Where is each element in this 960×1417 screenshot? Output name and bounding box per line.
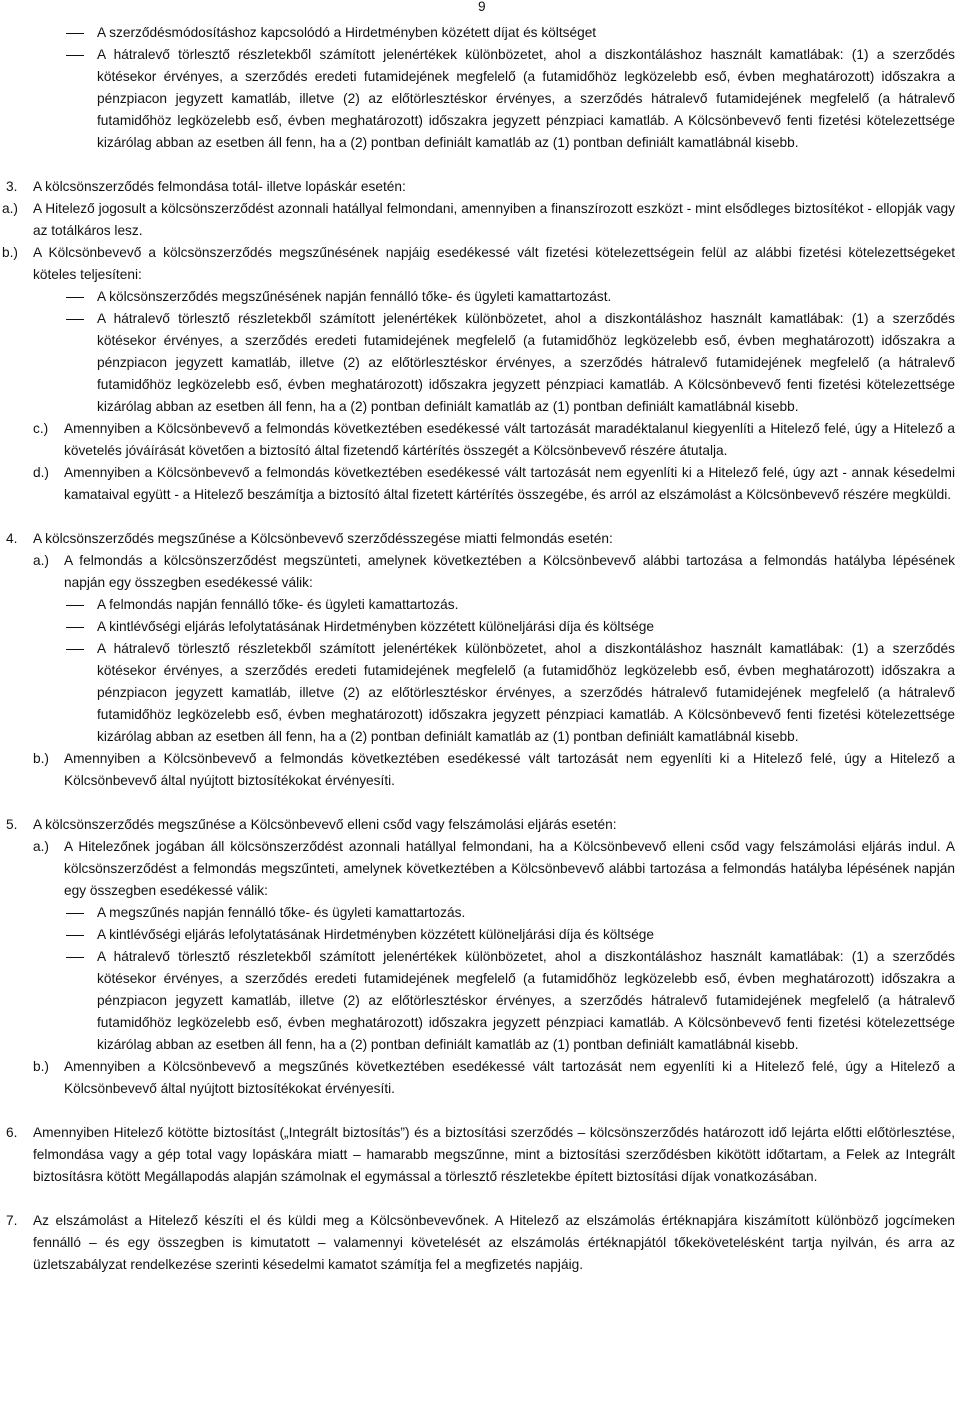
list-item-text: A felmondás napján fennálló tőke- és ügyleti kamattartozás. bbox=[97, 597, 459, 612]
subsection-text: A Kölcsönbevevő a kölcsönszerződés megszűnésének napjáig esedékessé vált fizetési kötelezettségein felül az alábbi fizetési kötelezettségeket köteles teljesíteni: bbox=[33, 245, 955, 282]
list-item-text: A megszűnés napján fennálló tőke- és ügyleti kamattartozás. bbox=[97, 905, 466, 920]
list-item bbox=[33, 616, 955, 638]
list-item-text: A kölcsönszerződés megszűnésének napján fennálló tőke- és ügyleti kamattartozást. bbox=[97, 289, 612, 304]
dash-bullet-icon bbox=[66, 605, 84, 606]
subsection-text: Amennyiben a Kölcsönbevevő a megszűnés következtében esedékessé vált tartozását nem egyenlíti ki a Hitelező felé, úgy a Hitelező a Kölcsönbevevő által nyújtott biztosítékokat érvényesíti. bbox=[64, 1059, 955, 1096]
subsection-letter: c.) bbox=[33, 421, 49, 436]
subsection-text: Amennyiben a Kölcsönbevevő a felmondás következtében esedékessé vált tartozását nem egyenlíti ki a Hitelező felé, úgy a Hitelező a Kölcsönbevevő által nyújtott biztosítékokat érvényesíti. bbox=[64, 751, 955, 788]
section-title: A kölcsönszerződés megszűnése a Kölcsönbevevő elleni csőd vagy felszámolási eljárás esetén: bbox=[33, 817, 617, 832]
section-number: 3. bbox=[6, 179, 18, 194]
dash-bullet-icon bbox=[66, 935, 84, 936]
list-item bbox=[33, 308, 955, 418]
section-title: A kölcsönszerződés felmondása totál- illetve lopáskár esetén: bbox=[33, 179, 406, 194]
list-item-text: A hátralevő törlesztő részletekből számított jelenértékek különbözetet, ahol a diszkontáláshoz használt kamatlábak: (1) a szerződés kötésekor érvényes, a szerződés eredeti futamidejének megfelelő (a futamidőhöz legközelebb eső, évben meghatározott) időszakra a pénzpiacon jegyzett kamatláb, illetve (2) az előtörlesztéskor érvényes, a szerződés hátralevő futamidejének megfelelő (a hátralevő futamidőhöz legközelebb eső, évben meghatározott) időszakra jegyzett pénzpiaci kamatláb. A Kölcsönbevevő fenti fizetési kötelezettsége kizárólag abban az esetben áll fenn, ha a (2) pontban definiált kamatláb az (1) pontban definiált kamatlábnál kisebb. bbox=[97, 47, 955, 150]
section-6 bbox=[0, 1122, 955, 1188]
subsection-c bbox=[33, 418, 955, 462]
dash-bullet-icon bbox=[66, 627, 84, 628]
subsection-letter: b.) bbox=[2, 245, 18, 260]
section-number: 6. bbox=[6, 1125, 18, 1140]
list-item-text: A kintlévőségi eljárás lefolytatásának Hirdetményben közzétett különeljárási díja és költsége bbox=[97, 619, 654, 634]
list-item bbox=[33, 594, 955, 616]
section-title: A kölcsönszerződés megszűnése a Kölcsönbevevő szerződésszegése miatti felmondás esetén: bbox=[33, 531, 613, 546]
section-number: 4. bbox=[6, 531, 18, 546]
section-text: Amennyiben Hitelező kötötte biztosítást („Integrált biztosítás”) és a biztosítási szerződés – kölcsönszerződés határozott idő lejárta előtti előtörlesztése, felmondása vagy a gép total vagy lopáskára miatt – hamarabb megszűnne, mint a biztosítási szerződésben kikötött időtartam, a Felek az Integrált biztosításra kötött Megállapodás alapján számolnak el egymással a törlesztő részletekbe épített biztosítási díjak vonatkozásában. bbox=[33, 1125, 955, 1184]
dash-bullet-icon bbox=[66, 297, 84, 298]
subsection-a bbox=[2, 198, 955, 242]
section-number: 5. bbox=[6, 817, 18, 832]
dash-bullet-icon bbox=[66, 913, 84, 914]
list-item-text: A kintlévőségi eljárás lefolytatásának Hirdetményben közzétett különeljárási díja és költsége bbox=[97, 927, 654, 942]
subsection-letter: a.) bbox=[33, 553, 49, 568]
list-item bbox=[33, 902, 955, 924]
subsection-text: A Hitelezőnek jogában áll kölcsönszerződést azonnali hatállyal felmondani, ha a Kölcsönbevevő elleni csőd vagy felszámolási eljárás indul. A kölcsönszerződést a felmondás megszűnteti, amelynek következtében a Kölcsönbevevő alábbi tartozása a felmondás hatályba lépésének napján egy összegben esedékessé válik: bbox=[64, 839, 955, 898]
dash-bullet-icon bbox=[66, 55, 84, 56]
section-text: Az elszámolást a Hitelező készíti el és küldi meg a Kölcsönbevevőnek. A Hitelező az elszámolás értéknapjára kiszámított különböző jogcímeken fennálló – és egy összegben is kimutatott – valamennyi követelését az elszámolás értéknapjától tőkekövetelésként tartja nyilván, és arra az üzletszabályzat rendelkezése szerinti késedelmi kamatot számítja fel a megfizetés napjáig. bbox=[33, 1213, 955, 1272]
subsection-b bbox=[2, 242, 955, 286]
subsection-text: Amennyiben a Kölcsönbevevő a felmondás következtében esedékessé vált tartozását maradéktalanul kiegyenlíti a Hitelező felé, úgy a Hitelező a követelés jóváírását követően a biztosító által fizetendő kártérítés összegét a Kölcsönbevevő részére átutalja. bbox=[64, 421, 955, 458]
list-item-text: A hátralevő törlesztő részletekből számított jelenértékek különbözetet, ahol a diszkontáláshoz használt kamatlábak: (1) a szerződés kötésekor érvényes, a szerződés eredeti futamidejének megfelelő (a futamidőhöz legközelebb eső, évben meghatározott) időszakra a pénzpiacon jegyzett kamatláb, illetve (2) az előtörlesztéskor érvényes, a szerződés hátralevő futamidejének megfelelő (a hátralevő futamidőhöz legközelebb eső, évben meghatározott) időszakra jegyzett pénzpiaci kamatláb. A Kölcsönbevevő fenti fizetési kötelezettsége kizárólag abban az esetben áll fenn, ha a (2) pontban definiált kamatláb az (1) pontban definiált kamatlábnál kisebb. bbox=[97, 311, 955, 414]
subsection-a bbox=[33, 550, 955, 594]
subsection-d bbox=[33, 462, 955, 506]
dash-bullet-icon bbox=[66, 319, 84, 320]
page-number: 9 bbox=[478, 0, 486, 14]
list-item-text: A hátralevő törlesztő részletekből számított jelenértékek különbözetet, ahol a diszkontáláshoz használt kamatlábak: (1) a szerződés kötésekor érvényes, a szerződés eredeti futamidejének megfelelő (a futamidőhöz legközelebb eső, évben meghatározott) időszakra a pénzpiacon jegyzett kamatláb, illetve (2) az előtörlesztéskor érvényes, a szerződés hátralevő futamidejének megfelelő (a hátralevő futamidőhöz legközelebb eső, évben meghatározott) időszakra jegyzett pénzpiaci kamatláb. A Kölcsönbevevő fenti fizetési kötelezettsége kizárólag abban az esetben áll fenn, ha a (2) pontban definiált kamatláb az (1) pontban definiált kamatlábnál kisebb. bbox=[97, 949, 955, 1052]
section-7 bbox=[0, 1210, 955, 1276]
subsection-a bbox=[33, 836, 955, 902]
list-item bbox=[0, 44, 955, 154]
subsection-text: A Hitelező jogosult a kölcsönszerződést azonnali hatállyal felmondani, amennyiben a finanszírozott eszközt - mint elsődleges biztosítékot - ellopják vagy az totálkáros lesz. bbox=[33, 201, 955, 238]
list-item-text: A hátralevő törlesztő részletekből számított jelenértékek különbözetet, ahol a diszkontáláshoz használt kamatlábak: (1) a szerződés kötésekor érvényes, a szerződés eredeti futamidejének megfelelő (a futamidőhöz legközelebb eső, évben meghatározott) időszakra a pénzpiacon jegyzett kamatláb, illetve (2) az előtörlesztéskor érvényes, a szerződés hátralevő futamidejének megfelelő (a hátralevő futamidőhöz legközelebb eső, évben meghatározott) időszakra jegyzett pénzpiaci kamatláb. A Kölcsönbevevő fenti fizetési kötelezettsége kizárólag abban az esetben áll fenn, ha a (2) pontban definiált kamatláb az (1) pontban definiált kamatlábnál kisebb. bbox=[97, 641, 955, 744]
document-body bbox=[0, 22, 955, 1276]
section-4 bbox=[0, 528, 955, 792]
list-item bbox=[33, 924, 955, 946]
subsection-text: Amennyiben a Kölcsönbevevő a felmondás következtében esedékessé vált tartozását nem egyenlíti ki a Hitelező felé, úgy azt - annak késedelmi kamataival együtt - a Hitelező beszámítja a biztosító által fizetett kártérítés összegébe, és arról az elszámolást a Kölcsönbevevő részére megküldi. bbox=[64, 465, 955, 502]
subsection-letter: b.) bbox=[33, 1059, 49, 1074]
subsection-letter: d.) bbox=[33, 465, 49, 480]
list-item bbox=[33, 286, 955, 308]
list-item-text: A szerződésmódosításhoz kapcsolódó a Hirdetményben közétett díjat és költséget bbox=[97, 25, 597, 40]
subsection-letter: a.) bbox=[2, 201, 18, 216]
list-item bbox=[33, 946, 955, 1056]
section-3 bbox=[0, 176, 955, 506]
section-number: 7. bbox=[6, 1213, 18, 1228]
dash-bullet-icon bbox=[66, 957, 84, 958]
list-item bbox=[0, 22, 955, 44]
subsection-b bbox=[33, 1056, 955, 1100]
dash-bullet-icon bbox=[66, 649, 84, 650]
subsection-letter: b.) bbox=[33, 751, 49, 766]
subsection-text: A felmondás a kölcsönszerződést megszünteti, amelynek következtében a Kölcsönbevevő alábbi tartozása a felmondás hatályba lépésének napján egy összegben esedékessé válik: bbox=[64, 553, 955, 590]
subsection-b bbox=[33, 748, 955, 792]
dash-bullet-icon bbox=[66, 33, 84, 34]
section-5 bbox=[0, 814, 955, 1100]
list-item bbox=[33, 638, 955, 748]
subsection-letter: a.) bbox=[33, 839, 49, 854]
